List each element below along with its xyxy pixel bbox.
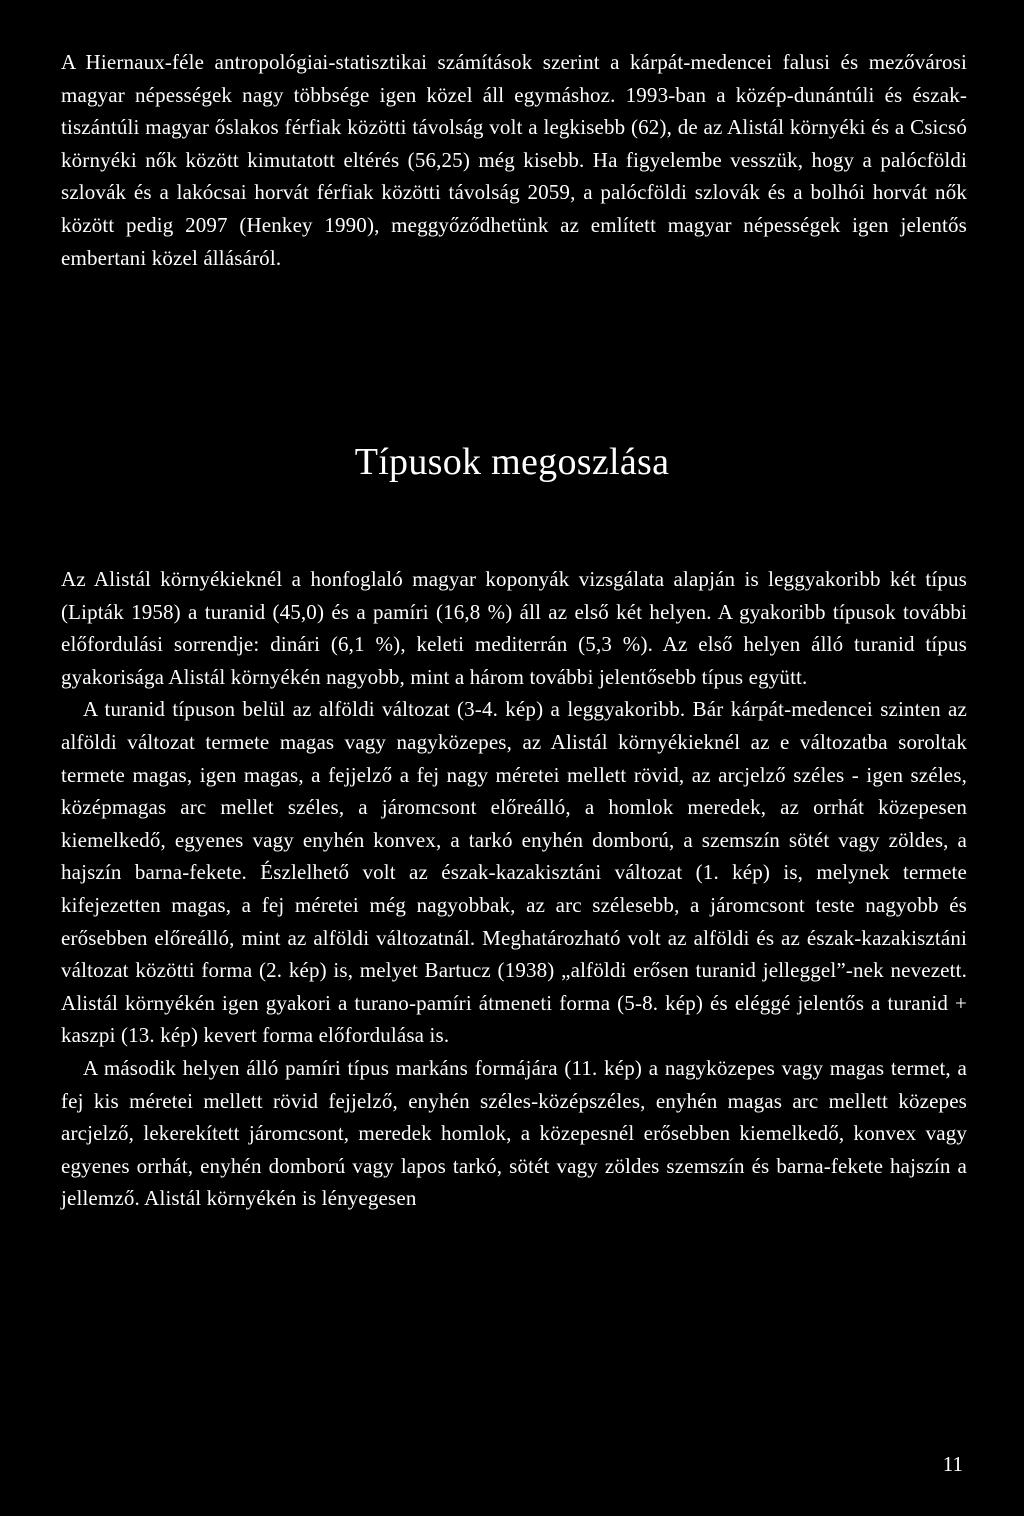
section-paragraph-1: Az Alistál környékieknél a honfoglaló magyar koponyák vizsgálata alapján is leggyakoribb két típus (Lipták 1958) a turanid (45,0) és a pamíri (16,8 %) áll az első két helyen. A gyakoribb típusok további előfordulási sorrendje: dinári (6,1 %), keleti mediterrán (5,3 %). Az első helyen álló turanid típus gyakorisága Alistál környékén nagyobb, mint a három további jelentősebb típus együtt.	[61, 567, 967, 689]
intro-block	[61, 46, 967, 274]
page-number: 11	[942, 1452, 963, 1476]
section-body	[61, 563, 967, 1215]
section-paragraph-2: A turanid típuson belül az alföldi változat (3-4. kép) a leggyakoribb. Bár kárpát-medencei szinten az alföldi változat termete magas vagy nagyközepes, az Alistál környékieknél az e változatba soroltak termete magas, igen magas, a fejjelző a fej nagy méretei mellett rövid, az arcjelző széles - igen széles, középmagas arc mellet széles, a járomcsont előreálló, a homlok meredek, az orrhát közepesen kiemelkedő, egyenes vagy enyhén konvex, a tarkó enyhén domború, a szemszín sötét vagy zöldes, a hajszín barna-fekete. Észlelhető volt az észak-kazakisztáni változat (1. kép) is, melynek termete kifejezetten magas, a fej méretei még nagyobbak, az arc szélesebb, a járomcsont teste nagyobb és erősebben előreálló, mint az alföldi változatnál. Meghatározható volt az alföldi és az észak-kazakisztáni változat közötti forma (2. kép) is, melyet Bartucz (1938) „alföldi erősen turanid jelleggel”-nek nevezett. Alistál környékén igen gyakori a turano-pamíri átmeneti forma (5-8. kép) és eléggé jelentős a turanid + kaszpi (13. kép) kevert forma előfordulása is.	[61, 697, 967, 1048]
section-paragraph-3: A második helyen álló pamíri típus markáns formájára (11. kép) a nagyközepes vagy magas termet, a fej kis méretei mellett rövid fejjelző, enyhén széles-középszéles, enyhén magas arc mellett közepes arcjelző, lekerekített járomcsont, meredek homlok, a közepesnél erősebben kiemelkedő, konvex vagy egyenes orrhát, enyhén domború vagy lapos tarkó, sötét vagy zöldes szemszín és barna-fekete hajszín a jellemző. Alistál környékén is lényegesen	[61, 1055, 967, 1211]
section-title: Típusok megoszlása	[354, 441, 670, 483]
intro-paragraph: A Hiernaux-féle antropológiai-statisztikai számítások szerint a kárpát-medencei falusi és mezővárosi magyar népességek nagy többsége igen közel áll egymáshoz. 1993-ban a közép-dunántúli és észak-tiszántúli magyar őslakos férfiak közötti távolság volt a legkisebb (62), de az Alistál környéki és a Csicsó környéki nők között kimutatott eltérés (56,25) még kisebb. Ha figyelembe vesszük, hogy a palócföldi szlovák és a lakócsai horvát férfiak közötti távolság 2059, a palócföldi szlovák és a bolhói horvát nők között pedig 2097 (Henkey 1990), meggyőződhetünk az említett magyar népességek igen jelentős embertani közel állásáról.	[61, 50, 967, 270]
